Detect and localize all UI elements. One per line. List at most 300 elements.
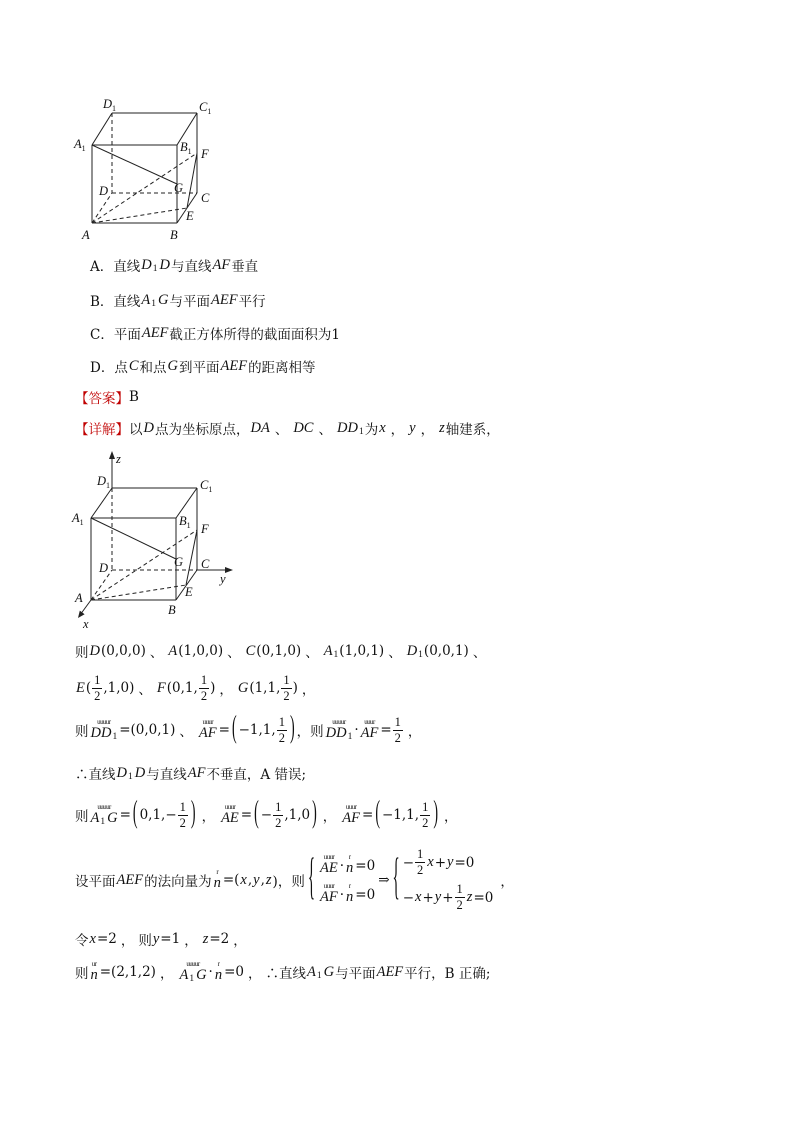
- label-b: B: [168, 603, 176, 617]
- equation-row: [403, 848, 494, 877]
- vector-body: [220, 810, 240, 827]
- fraction: [415, 848, 425, 877]
- math-variable: y: [447, 854, 454, 870]
- fraction-numerator: 1: [278, 714, 285, 729]
- subscript: 1: [189, 974, 195, 984]
- math-variable: AF: [342, 809, 360, 826]
- math-variable: D: [89, 642, 100, 659]
- vector-body: [341, 810, 361, 827]
- fraction: [455, 883, 465, 912]
- section-label: 【答案】: [75, 391, 129, 407]
- math-variable: x: [240, 871, 247, 888]
- punctuation: ，: [322, 809, 337, 825]
- segment-a1-g: [92, 145, 177, 184]
- axis-z-arrow: [109, 451, 115, 459]
- math-text: =0: [454, 854, 475, 871]
- section-label: 【详解】: [75, 422, 129, 438]
- math-variable: y: [152, 930, 160, 947]
- math-variable: y: [409, 419, 416, 436]
- punctuation: ，: [159, 966, 174, 982]
- vector-arrow-mark: r: [216, 867, 219, 876]
- math-text: +: [442, 889, 454, 906]
- punctuation: 、: [274, 422, 289, 438]
- math-text: 则: [75, 724, 89, 740]
- math-text: 平行，B 正确;: [404, 966, 491, 982]
- vector-body: [90, 810, 119, 827]
- vector: [341, 804, 361, 827]
- fraction-numerator: 1: [200, 672, 208, 687]
- vector: [90, 719, 119, 742]
- math-text: +: [422, 889, 434, 906]
- math-text: ·: [208, 964, 213, 980]
- math-variable: n: [346, 889, 354, 905]
- fraction-denominator: 2: [278, 730, 285, 745]
- punctuation: ，: [500, 874, 514, 890]
- math-variable: DD: [325, 724, 347, 741]
- label-e: E: [186, 209, 194, 223]
- vector-arrow-mark: uuur: [202, 717, 213, 726]
- math-text: =: [119, 807, 131, 823]
- vector-arrow-mark: r: [217, 959, 220, 968]
- label-c1: $C_1$: [200, 478, 213, 494]
- math-variable: G: [167, 357, 178, 374]
- math-text: =0: [473, 889, 494, 906]
- fraction-numerator: 1: [283, 672, 290, 687]
- solution-line-2: [75, 666, 319, 710]
- math-variable: z: [202, 930, 209, 947]
- math-variable: AF: [198, 724, 217, 741]
- vector-body: [360, 725, 380, 742]
- subscript: 1: [112, 732, 118, 742]
- fraction-denominator: 2: [422, 815, 429, 830]
- math-text: (0,1,: [166, 680, 198, 696]
- math-variable: D: [134, 764, 146, 781]
- math-variable: G: [323, 963, 335, 980]
- fraction-denominator: 2: [94, 688, 101, 703]
- fraction: [393, 716, 403, 745]
- punctuation: 、: [149, 645, 164, 661]
- math-text: =: [240, 807, 253, 823]
- edge-a1-d1: [92, 113, 112, 145]
- math-variable: z: [466, 889, 473, 905]
- math-text: 设平面: [75, 874, 116, 890]
- vector-body: [325, 725, 354, 742]
- math-text: =0: [355, 857, 376, 874]
- punctuation: ，: [248, 966, 262, 982]
- subscript: 1: [358, 427, 364, 437]
- math-variable: z: [439, 419, 445, 436]
- math-variable: A: [168, 642, 178, 659]
- label-a1: $A_1$: [72, 511, 84, 527]
- label-d1: $D_1$: [97, 474, 111, 490]
- label-e: E: [185, 585, 193, 599]
- fraction-denominator: 2: [456, 898, 463, 912]
- math-text: (: [85, 680, 92, 696]
- vector-arrow-mark: uuuur: [97, 802, 111, 811]
- math-text: ): [292, 680, 298, 696]
- math-text: C．平面: [90, 327, 141, 343]
- math-variable: AE: [221, 809, 239, 826]
- label-a: A: [75, 591, 83, 605]
- math-text: −1,1,: [238, 722, 276, 738]
- label-z: z: [116, 452, 121, 466]
- math-variable: D: [159, 256, 170, 273]
- label-y: y: [220, 572, 226, 586]
- math-variable: AF: [187, 764, 206, 781]
- fraction-numerator: 1: [275, 799, 282, 814]
- math-text: =2: [96, 931, 117, 947]
- math-text: −1,1,: [381, 807, 420, 823]
- math-text: ⇒: [378, 872, 390, 888]
- punctuation: ，: [407, 724, 422, 740]
- math-text: 平行: [238, 294, 266, 310]
- math-text: (0,0,0): [100, 643, 146, 659]
- vector-body: [214, 967, 223, 984]
- punctuation: 、: [318, 422, 332, 438]
- math-text: 与平面: [335, 966, 376, 982]
- math-variable: G: [158, 291, 169, 308]
- detail-intro: [75, 406, 500, 450]
- label-b1: $B_1$: [179, 514, 191, 530]
- label-d: D: [99, 561, 109, 575]
- math-text: +: [434, 854, 447, 871]
- math-text: B．直线: [90, 294, 141, 310]
- math-variable: D: [116, 764, 127, 781]
- math-variable: DA: [250, 419, 270, 436]
- math-text: (0,1,0): [256, 643, 302, 659]
- equation-rows: [318, 854, 375, 906]
- vector: [345, 883, 354, 906]
- math-variable: DD: [90, 724, 112, 741]
- vector-body: [178, 967, 207, 984]
- solution-line-8: [75, 950, 490, 994]
- punctuation: ，: [184, 933, 198, 949]
- hidden-segment-a-e: [92, 208, 187, 223]
- math-variable: AEF: [116, 871, 144, 888]
- hidden-segment-a-e: [91, 585, 186, 600]
- math-text: ,1,0: [284, 807, 311, 823]
- cube-coordinate-figure: [70, 450, 240, 632]
- fraction-numerator: 1: [94, 672, 101, 687]
- math-variable: n: [214, 966, 223, 983]
- math-variable: A: [141, 291, 151, 308]
- math-text: 和点: [139, 360, 167, 376]
- math-variable: A: [90, 809, 100, 826]
- label-c1: $C_1$: [199, 100, 212, 116]
- cube-figure: [70, 92, 230, 247]
- math-variable: AEF: [376, 963, 404, 980]
- math-variable: D: [141, 256, 152, 273]
- math-variable: A: [307, 963, 316, 980]
- vector: [178, 961, 207, 984]
- left-brace: {: [307, 851, 316, 906]
- math-variable: AEF: [141, 324, 169, 341]
- math-text: )，则: [272, 874, 305, 890]
- math-text: =(: [222, 872, 240, 888]
- math-variable: D: [143, 419, 154, 436]
- fraction-numerator: 1: [422, 799, 429, 814]
- fraction-numerator: 1: [179, 799, 186, 814]
- punctuation: 、: [472, 645, 487, 661]
- vector: [220, 804, 240, 827]
- subscript: 1: [152, 264, 158, 274]
- equation-row: [318, 854, 375, 877]
- vector: [90, 804, 119, 827]
- vector: [319, 883, 339, 906]
- math-variable: DD: [336, 419, 358, 436]
- label-x: x: [83, 617, 89, 631]
- math-text: −: [402, 854, 415, 871]
- punctuation: ，: [233, 933, 247, 949]
- math-text: =0: [224, 964, 244, 980]
- label-d: D: [99, 184, 109, 198]
- vector: [345, 854, 354, 877]
- subscript: 1: [316, 971, 322, 981]
- vector-arrow-mark: uuur: [345, 802, 357, 811]
- math-text: 垂直: [231, 259, 259, 275]
- label-b: B: [170, 228, 178, 242]
- axis-y-arrow: [225, 567, 233, 573]
- math-text: ·: [339, 857, 345, 874]
- math-text: D．点: [90, 360, 128, 376]
- label-g: G: [174, 181, 184, 195]
- math-text: =(2,1,2): [99, 964, 156, 980]
- fraction: [420, 801, 430, 830]
- math-variable: A: [323, 642, 333, 659]
- label-a1: $A_1$: [74, 137, 86, 153]
- math-text: ,: [247, 872, 253, 888]
- vector-body: [90, 967, 99, 984]
- math-variable: AEF: [211, 291, 238, 308]
- vector-body: [319, 889, 339, 906]
- punctuation: ，: [390, 422, 405, 438]
- math-variable: y: [434, 889, 442, 905]
- math-text: (0,0,1): [423, 643, 469, 659]
- math-text: ): [210, 680, 216, 696]
- math-text: 则: [75, 966, 89, 982]
- math-text: 为: [364, 422, 379, 438]
- vector-arrow-mark: r: [348, 853, 351, 861]
- vector-arrow-mark: uuur: [323, 882, 335, 890]
- vector: [319, 854, 339, 877]
- math-variable: AF: [360, 724, 379, 741]
- label-a: A: [82, 228, 90, 242]
- fraction-denominator: 2: [394, 730, 401, 745]
- vector-arrow-mark: uuuur: [97, 717, 111, 726]
- punctuation: ，: [420, 422, 435, 438]
- math-variable: n: [90, 966, 98, 983]
- big-parenthesis: ): [190, 796, 196, 832]
- math-variable: G: [237, 679, 249, 696]
- math-text: ,1,0): [103, 680, 135, 696]
- big-parenthesis: ): [433, 796, 438, 832]
- fraction: [273, 801, 283, 830]
- math-variable: AE: [320, 860, 338, 876]
- punctuation: 、: [227, 645, 241, 661]
- label-c: C: [201, 557, 210, 571]
- subscript: 1: [347, 732, 353, 742]
- vector: [198, 719, 218, 742]
- big-parenthesis: (: [375, 796, 380, 832]
- label-d1: $D_1$: [103, 97, 117, 113]
- math-text: (1,0,1): [339, 643, 385, 659]
- math-variable: D: [406, 642, 418, 659]
- vector-body: [345, 860, 354, 877]
- math-text: 与平面: [169, 294, 211, 310]
- equation-rows: [403, 848, 494, 912]
- math-text: =: [380, 722, 392, 738]
- vector: [325, 719, 354, 742]
- math-variable: DC: [293, 419, 314, 436]
- vector-body: [90, 725, 119, 742]
- math-text: =0: [355, 886, 376, 903]
- math-text: 的法向量为: [144, 874, 212, 890]
- math-variable: z: [265, 871, 272, 888]
- math-text: =: [362, 807, 374, 823]
- math-variable: n: [213, 874, 221, 891]
- math-text: 截正方体所得的截面面积为1: [169, 327, 341, 343]
- equation-system: [393, 848, 494, 912]
- math-text: 不垂直，A 错误;: [206, 767, 307, 783]
- math-variable: E: [76, 679, 85, 696]
- subscript: 1: [333, 650, 339, 660]
- fraction: [92, 674, 102, 703]
- math-variable: x: [415, 889, 422, 905]
- vector: [360, 719, 380, 742]
- fraction: [277, 716, 287, 745]
- math-text: ·: [354, 722, 359, 738]
- equation-row: [318, 883, 375, 906]
- big-parenthesis: (: [254, 796, 259, 832]
- math-variable: C: [128, 357, 139, 374]
- math-text: 轴建系，: [445, 422, 500, 438]
- fraction-denominator: 2: [283, 688, 290, 703]
- punctuation: 、: [388, 645, 402, 661]
- big-parenthesis: (: [231, 711, 237, 747]
- math-variable: x: [427, 854, 434, 870]
- math-text: A．直线: [90, 259, 141, 275]
- label-b1: $B_1$: [180, 140, 192, 156]
- math-text: −: [260, 807, 273, 823]
- math-variable: AEF: [220, 357, 248, 374]
- math-text: −: [402, 889, 415, 906]
- big-parenthesis: ): [289, 711, 295, 747]
- math-text: ∴直线: [265, 966, 306, 982]
- punctuation: 、: [179, 724, 193, 740]
- math-text: 令: [75, 933, 89, 949]
- left-brace: {: [392, 851, 400, 906]
- math-text: =1: [160, 931, 181, 947]
- label-c: C: [201, 191, 210, 205]
- vector-arrow-mark: uuur: [323, 853, 335, 861]
- equation-row: [403, 883, 494, 912]
- vector-body: [319, 860, 339, 877]
- math-text: =(0,0,1): [119, 722, 176, 738]
- big-parenthesis: (: [132, 796, 138, 832]
- math-variable: x: [89, 930, 96, 947]
- punctuation: ，: [443, 809, 458, 825]
- math-variable: n: [346, 860, 354, 876]
- punctuation: ，: [201, 809, 216, 825]
- math-text: 以: [129, 422, 143, 438]
- math-text: 的距离相等: [248, 360, 316, 376]
- math-text: ，则: [296, 724, 324, 740]
- equation-system: [307, 851, 376, 906]
- math-text: 则: [75, 809, 89, 825]
- solution-line-6: [75, 838, 518, 922]
- vector-arrow-mark: uuur: [224, 802, 236, 811]
- math-text: ,: [260, 872, 265, 888]
- fraction-numerator: 1: [456, 882, 463, 896]
- math-text: 点为坐标原点，: [154, 422, 250, 438]
- vector-arrow-mark: uuuur: [186, 959, 200, 968]
- vector-body: [198, 725, 218, 742]
- punctuation: 、: [138, 682, 152, 698]
- solution-line-3: [75, 708, 425, 752]
- fraction-denominator: 2: [275, 815, 282, 830]
- fraction: [199, 674, 209, 703]
- solution-line-5: [75, 793, 461, 837]
- punctuation: ，: [219, 682, 233, 698]
- vector: [214, 961, 223, 984]
- edge-a1-d1: [91, 488, 112, 518]
- vector-arrow-mark: ur: [91, 959, 97, 968]
- vector-arrow-mark: uuur: [364, 717, 375, 726]
- punctuation: 、: [305, 645, 319, 661]
- subscript: 1: [100, 817, 106, 827]
- math-variable: AF: [320, 889, 338, 905]
- vector-arrow-mark: uuuur: [332, 717, 346, 726]
- math-variable: F: [156, 679, 166, 696]
- fraction-numerator: 1: [417, 847, 424, 861]
- math-variable: y: [253, 871, 260, 888]
- big-parenthesis: ): [312, 796, 317, 832]
- vector: [213, 869, 222, 892]
- label-g: G: [174, 555, 184, 569]
- label-f: F: [201, 147, 209, 161]
- punctuation: ，: [120, 933, 135, 949]
- fraction: [281, 674, 291, 703]
- vector-arrow-mark: r: [348, 882, 351, 890]
- label-f: F: [201, 522, 209, 536]
- math-variable: G: [107, 809, 118, 826]
- math-text: 与直线: [170, 259, 212, 275]
- solution-line-4: [75, 751, 306, 795]
- subscript: 1: [127, 772, 133, 782]
- subscript: 1: [418, 650, 423, 660]
- fraction: [178, 801, 188, 830]
- segment-e-f: [186, 530, 197, 585]
- math-text: =2: [209, 931, 230, 947]
- math-text: (1,0,0): [178, 643, 224, 659]
- fraction-numerator: 1: [394, 714, 401, 729]
- vector-body: [345, 889, 354, 906]
- vector: [90, 961, 99, 984]
- math-text: =: [218, 722, 230, 738]
- math-text: 0,1,−: [139, 807, 177, 823]
- fraction-denominator: 2: [200, 688, 208, 703]
- math-text: (1,1,: [249, 680, 281, 696]
- math-text: 与直线: [146, 767, 187, 783]
- math-text: 则: [75, 645, 89, 661]
- math-text: 则: [138, 933, 152, 949]
- math-variable: C: [245, 642, 256, 659]
- fraction-denominator: 2: [179, 815, 186, 830]
- math-text: 到平面: [178, 360, 220, 376]
- fraction-denominator: 2: [417, 863, 424, 877]
- math-text: B: [129, 389, 139, 405]
- math-variable: A: [179, 966, 189, 983]
